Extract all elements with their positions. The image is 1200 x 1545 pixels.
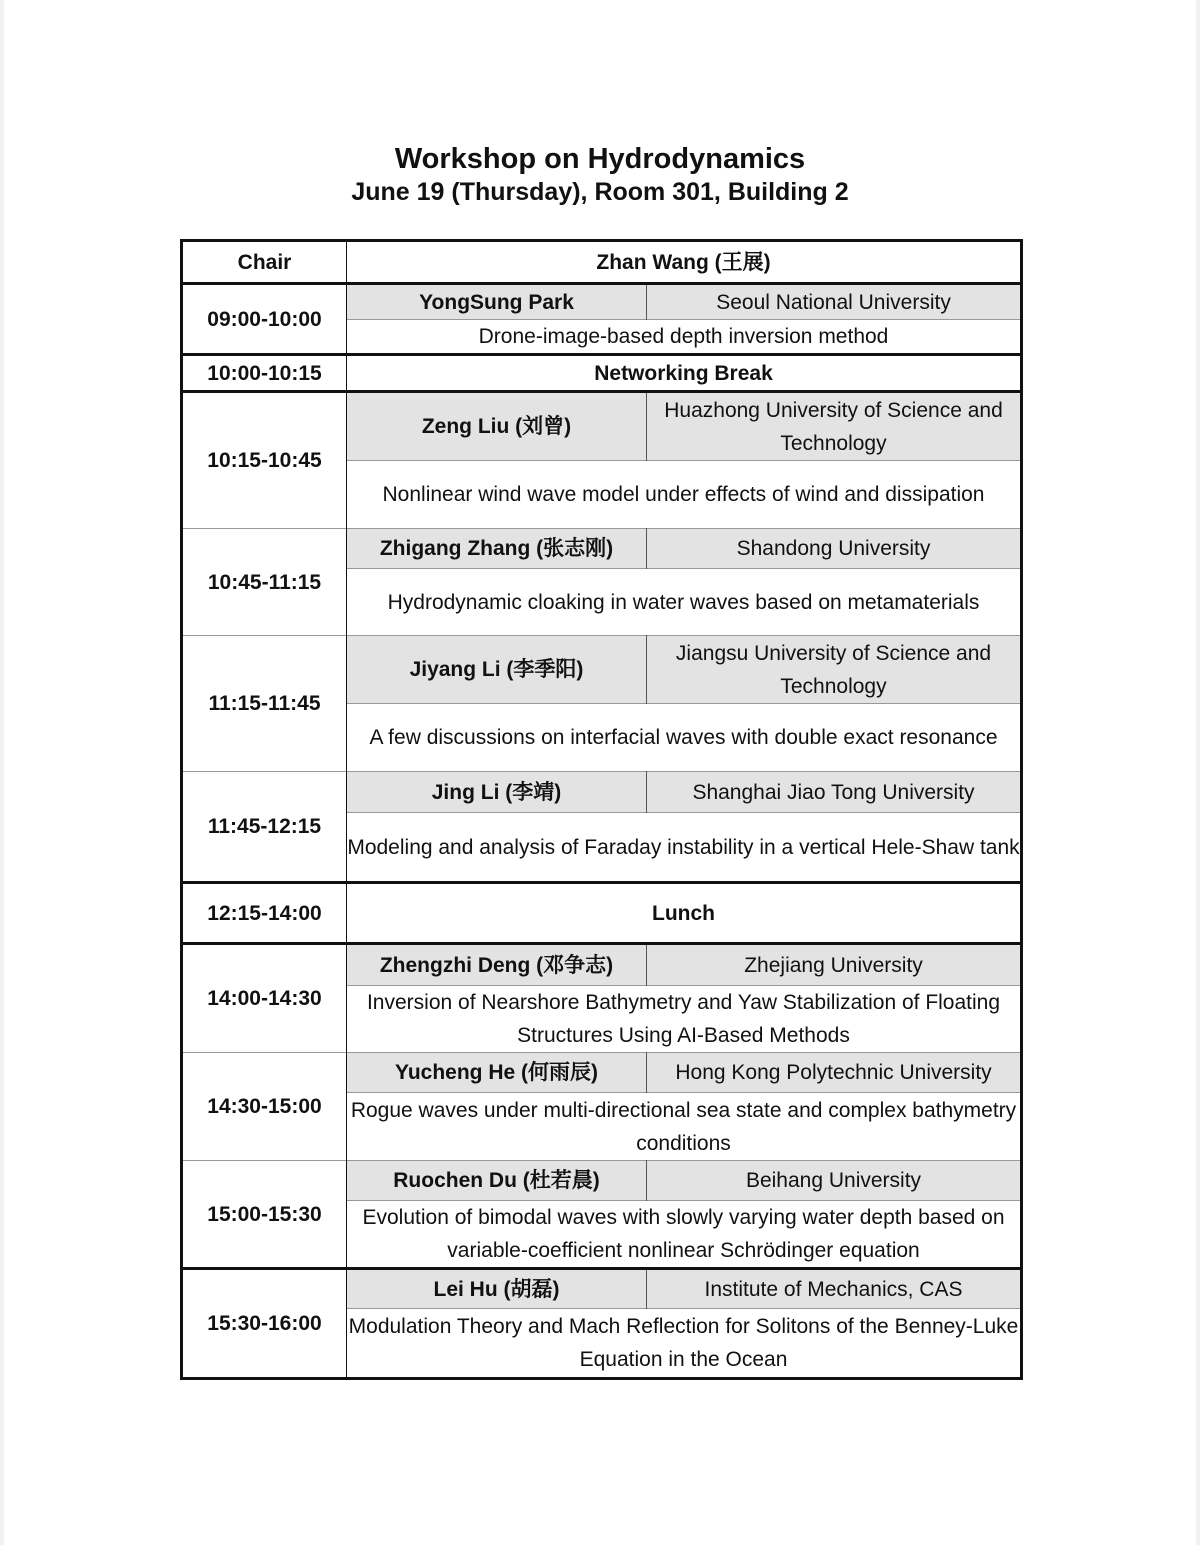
session-time: 10:15-10:45 [182, 392, 347, 529]
session-time: 11:45-12:15 [182, 772, 347, 883]
session-row [182, 1161, 1022, 1201]
session-row [182, 772, 1022, 813]
session-time: 14:30-15:00 [182, 1053, 347, 1161]
speaker-name: Zeng Liu (刘曾) [347, 392, 647, 461]
speaker-name: Zhengzhi Deng (邓争志) [347, 944, 647, 986]
talk-title: Modeling and analysis of Faraday instability in a vertical Hele-Shaw tank [347, 813, 1022, 883]
break-time: 12:15-14:00 [182, 883, 347, 944]
session-time: 09:00-10:00 [182, 284, 347, 355]
session-row [182, 1053, 1022, 1093]
chair-name: Zhan Wang (王展) [347, 241, 1022, 284]
session-row [182, 529, 1022, 569]
session-row [182, 944, 1022, 986]
schedule-table [180, 239, 1023, 1380]
speaker-affiliation: Jiangsu University of Science and Technology [647, 636, 1022, 704]
speaker-affiliation: Institute of Mechanics, CAS [647, 1269, 1022, 1309]
speaker-name: Jiyang Li (李季阳) [347, 636, 647, 704]
chair-row [182, 241, 1022, 284]
break-label: Lunch [347, 883, 1022, 944]
chair-label: Chair [182, 241, 347, 284]
speaker-affiliation: Huazhong University of Science and Technology [647, 392, 1022, 461]
speaker-name: Zhigang Zhang (张志刚) [347, 529, 647, 569]
page-subtitle: June 19 (Thursday), Room 301, Building 2 [351, 178, 849, 206]
session-time: 11:15-11:45 [182, 636, 347, 772]
break-label: Networking Break [347, 355, 1022, 392]
talk-title: A few discussions on interfacial waves with double exact resonance [347, 704, 1022, 772]
session-time: 15:30-16:00 [182, 1269, 347, 1379]
speaker-name: YongSung Park [347, 284, 647, 320]
talk-title: Modulation Theory and Mach Reflection for Solitons of the Benney-Luke Equation in the Ocean [347, 1309, 1022, 1379]
speaker-name: Ruochen Du (杜若晨) [347, 1161, 647, 1201]
break-time: 10:00-10:15 [182, 355, 347, 392]
speaker-affiliation: Shandong University [647, 529, 1022, 569]
speaker-affiliation: Hong Kong Polytechnic University [647, 1053, 1022, 1093]
speaker-affiliation: Shanghai Jiao Tong University [647, 772, 1022, 813]
session-row [182, 392, 1022, 461]
talk-title: Rogue waves under multi-directional sea state and complex bathymetry conditions [347, 1093, 1022, 1161]
page-title: Workshop on Hydrodynamics [394, 143, 806, 175]
session-time: 10:45-11:15 [182, 529, 347, 636]
speaker-affiliation: Zhejiang University [647, 944, 1022, 986]
session-row [182, 284, 1022, 320]
talk-title: Inversion of Nearshore Bathymetry and Yaw Stabilization of Floating Structures Using AI-Based Methods [347, 986, 1022, 1053]
session-row [182, 1269, 1022, 1309]
speaker-affiliation: Seoul National University [647, 284, 1022, 320]
session-time: 14:00-14:30 [182, 944, 347, 1053]
break-row [182, 883, 1022, 944]
session-time: 15:00-15:30 [182, 1161, 347, 1269]
session-row [182, 636, 1022, 704]
talk-title: Drone-image-based depth inversion method [347, 320, 1022, 355]
talk-title: Hydrodynamic cloaking in water waves based on metamaterials [347, 569, 1022, 636]
break-row [182, 355, 1022, 392]
talk-title: Nonlinear wind wave model under effects of wind and dissipation [347, 461, 1022, 529]
speaker-affiliation: Beihang University [647, 1161, 1022, 1201]
talk-title: Evolution of bimodal waves with slowly varying water depth based on variable-coefficient nonlinear Schrödinger equation [347, 1201, 1022, 1269]
speaker-name: Lei Hu (胡磊) [347, 1269, 647, 1309]
speaker-name: Jing Li (李靖) [347, 772, 647, 813]
speaker-name: Yucheng He (何雨辰) [347, 1053, 647, 1093]
